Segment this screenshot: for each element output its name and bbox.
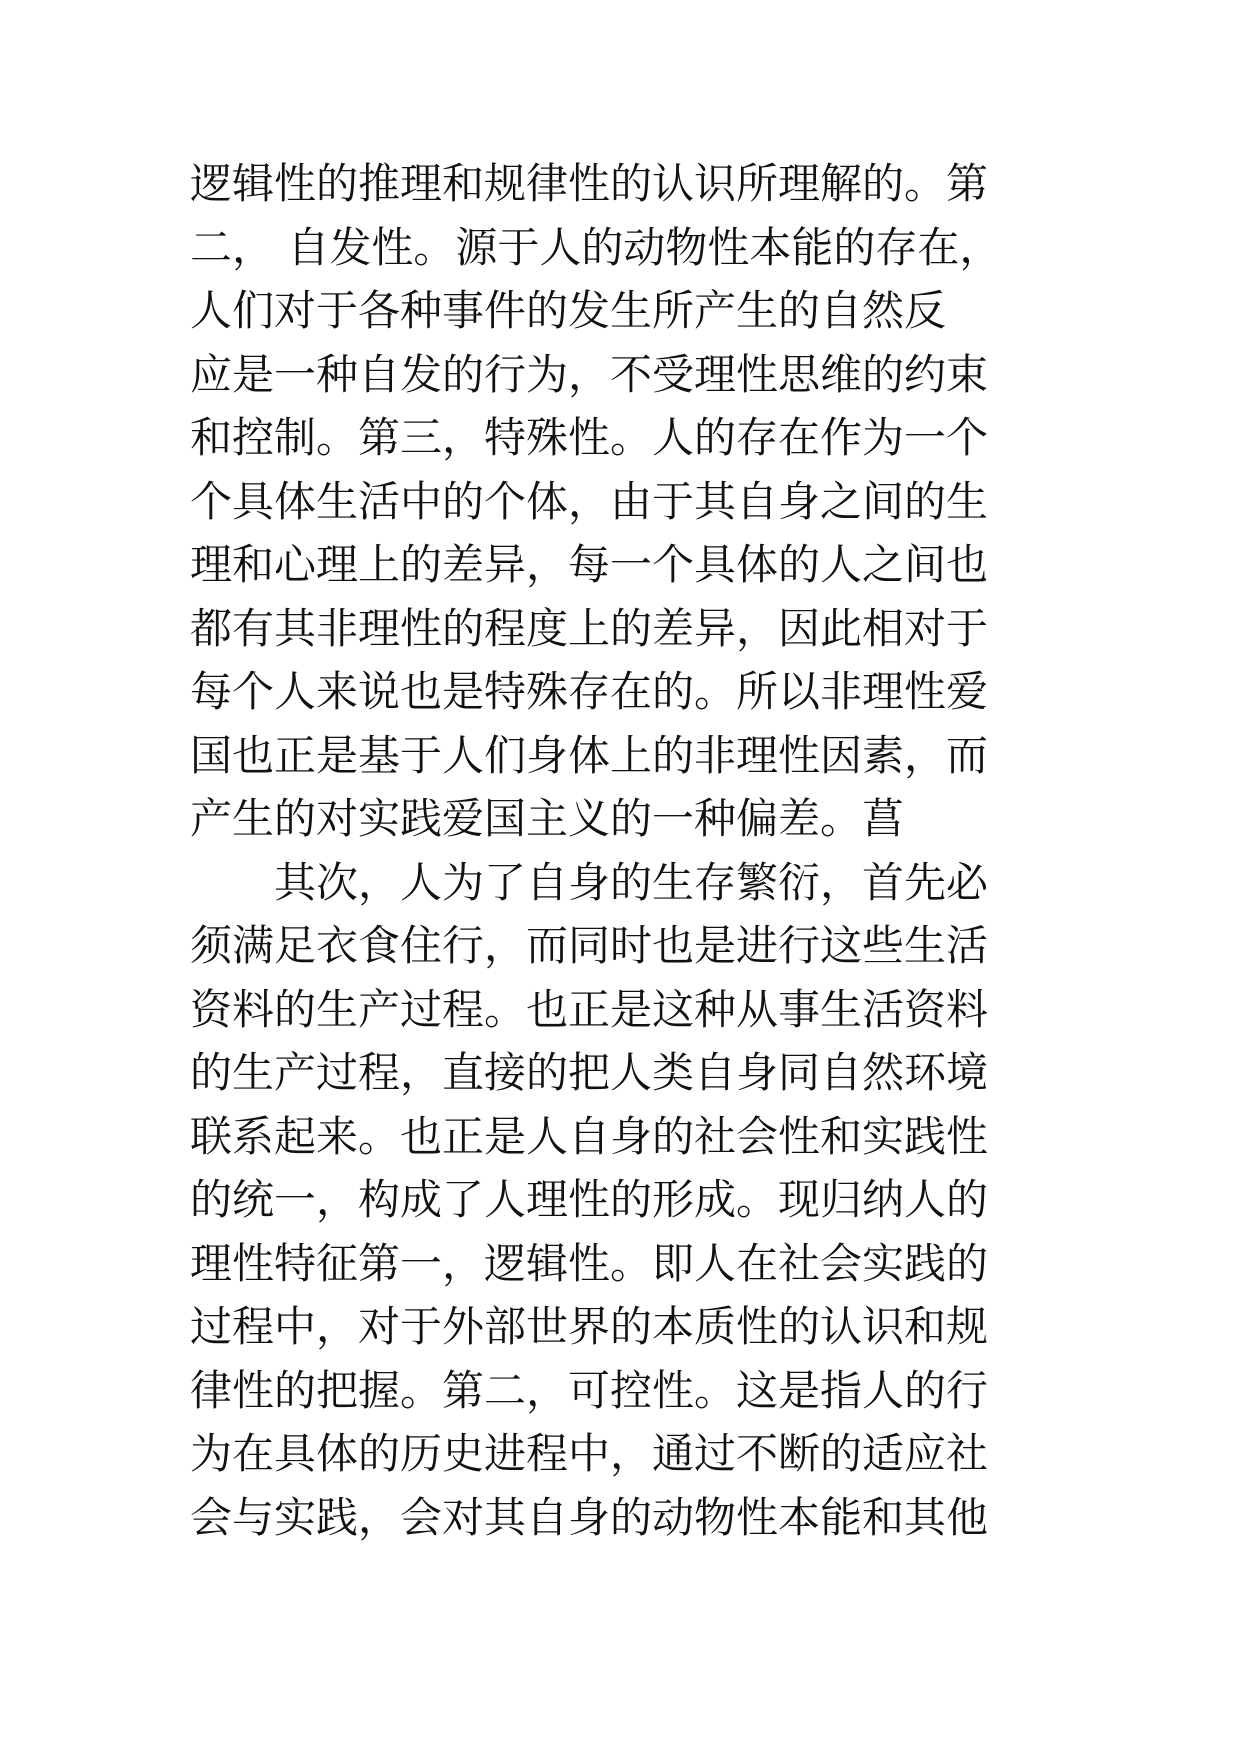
text-line: 须满足衣食住行，而同时也是进行这些生活 bbox=[190, 921, 989, 970]
body-text bbox=[190, 152, 1070, 1549]
text-line: 个具体生活中的个体，由于其自身之间的生 bbox=[190, 476, 989, 526]
text-line: 应是一种自发的行为，不受理性思维的约束 bbox=[190, 349, 989, 399]
text-line: 理和心理上的差异，每一个具体的人之间也 bbox=[190, 540, 989, 589]
text-line: 产生的对实践爱国主义的一种偏差。菖 bbox=[190, 794, 905, 843]
text-line: 过程中，对于外部世界的本质性的认识和规 bbox=[190, 1302, 989, 1351]
text-line: 联系起来。也正是人自身的社会性和实践性 bbox=[190, 1111, 989, 1161]
text-line: 每个人来说也是特殊存在的。所以非理性爱 bbox=[190, 667, 989, 716]
text-line: 的统一，构成了人理性的形成。现归纳人的 bbox=[190, 1175, 989, 1224]
text-line: 都有其非理性的程度上的差异，因此相对于 bbox=[190, 603, 989, 653]
text-line: 理性特征第一，逻辑性。即人在社会实践的 bbox=[190, 1238, 989, 1288]
paragraph-start-line: 其次，人为了自身的生存繁衍，首先必 bbox=[190, 857, 989, 907]
text-line: 律性的把握。第二，可控性。这是指人的行 bbox=[190, 1365, 989, 1415]
text-line: 的生产过程，直接的把人类自身同自然环境 bbox=[190, 1048, 989, 1097]
text-line: 会与实践，会对其自身的动物性本能和其他 bbox=[190, 1492, 989, 1542]
text-line: 二， 自发性。源于人的动物性本能的存在， bbox=[190, 222, 1002, 272]
text-line: 逻辑性的推理和规律性的认识所理解的。第 bbox=[190, 159, 989, 208]
text-line: 资料的生产过程。也正是这种从事生活资料 bbox=[190, 984, 989, 1034]
text-line: 为在具体的历史进程中，通过不断的适应社 bbox=[190, 1429, 989, 1478]
text-line: 和控制。第三，特殊性。人的存在作为一个 bbox=[190, 413, 989, 462]
text-line: 人们对于各种事件的发生所产生的自然反 bbox=[190, 286, 947, 335]
text-line: 国也正是基于人们身体上的非理性因素，而 bbox=[190, 730, 989, 780]
